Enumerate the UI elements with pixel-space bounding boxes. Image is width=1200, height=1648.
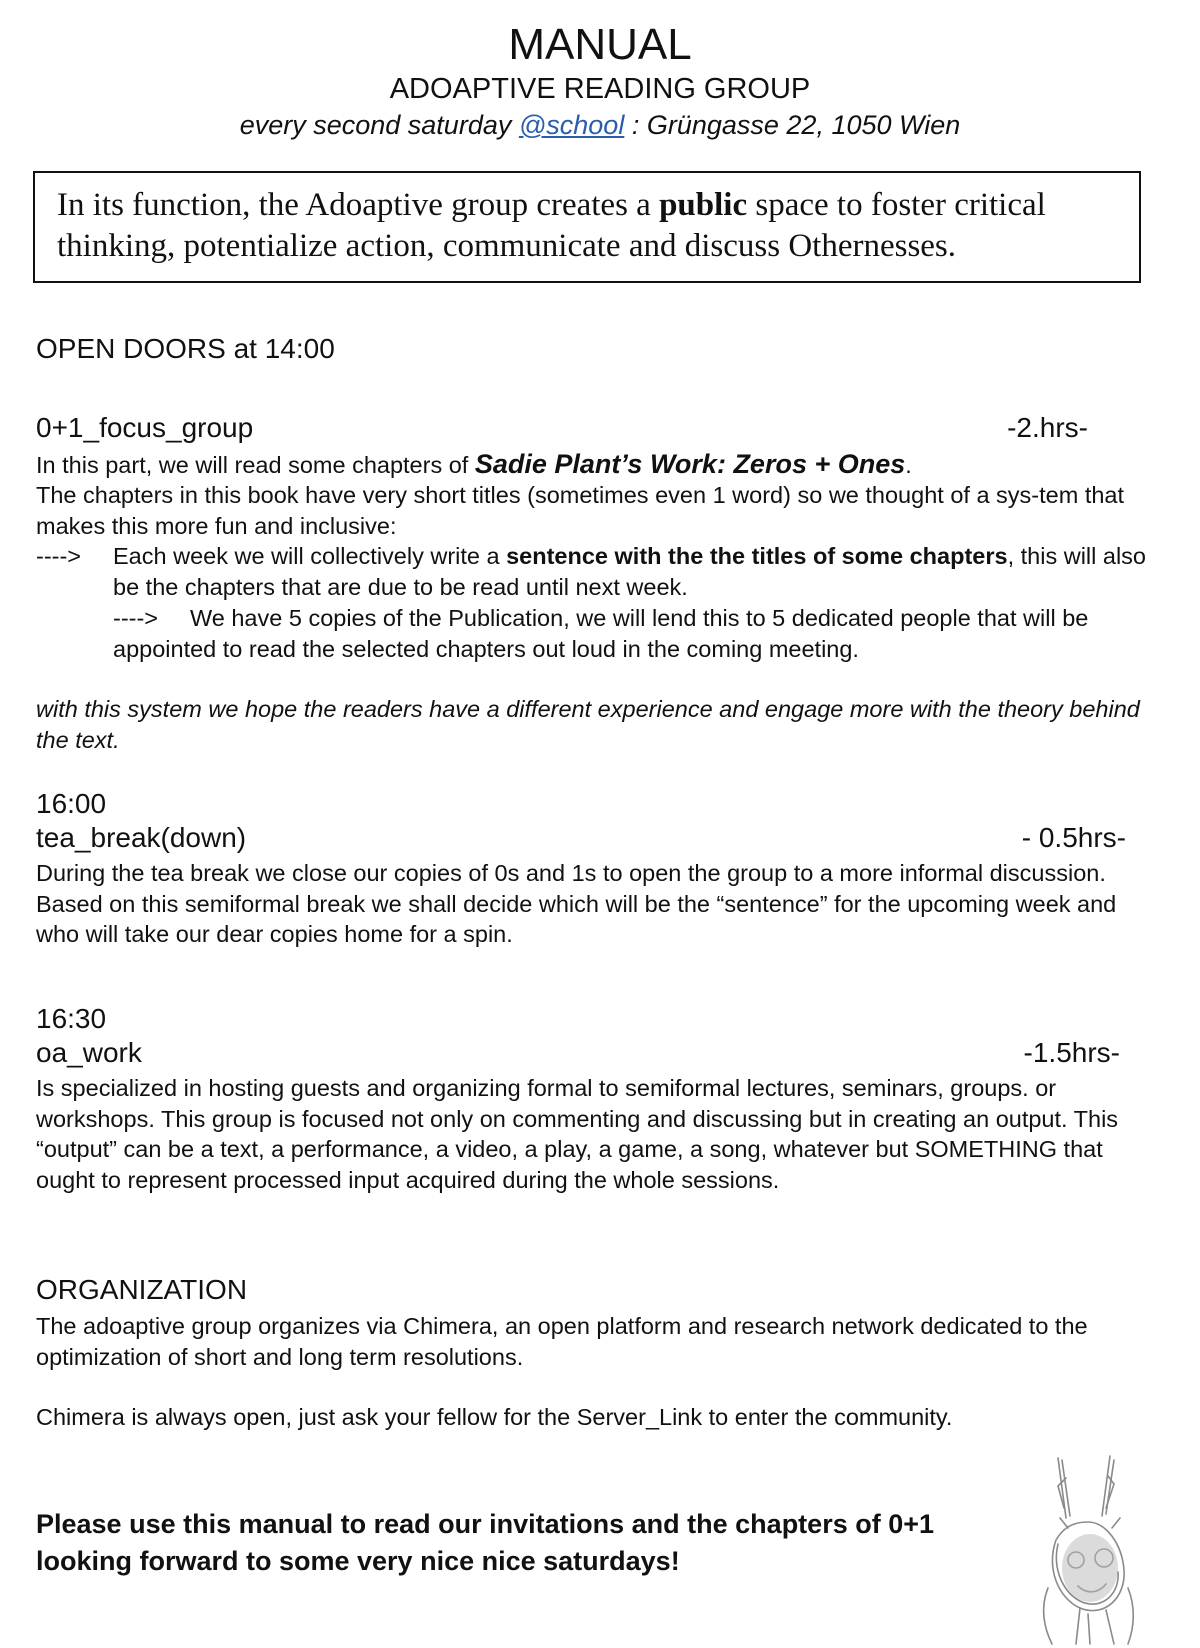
focus-group-heading xyxy=(36,411,1126,445)
schedule-line xyxy=(0,108,1200,142)
oa-work-time: 16:30 xyxy=(36,1003,107,1034)
closing-line-2: looking forward to some very nice nice saturdays! xyxy=(36,1546,680,1576)
focus-group-duration: -2.hrs- xyxy=(1007,412,1088,443)
mission-box xyxy=(33,171,1141,283)
focus-group-intro xyxy=(36,449,1146,481)
step1-bold: sentence with the the titles of some chapters xyxy=(506,543,1008,569)
focus-intro-before: In this part, we will read some chapters of xyxy=(36,452,475,478)
mission-text-before: In its function, the Adoaptive group creates a xyxy=(57,187,660,223)
mission-text-after: space to foster critical thinking, potentialize action, communicate and discuss Othernesses. xyxy=(57,187,1046,264)
focus-step-1 xyxy=(113,541,1146,602)
focus-note: with this system we hope the readers have a different experience and engage more with the theory behind the text. xyxy=(36,696,1140,753)
oa-work-name: oa_work xyxy=(36,1037,142,1068)
organization-heading: ORGANIZATION xyxy=(36,1274,248,1305)
schedule-prefix: every second saturday xyxy=(239,110,519,140)
step1-before: Each week we will collectively write a xyxy=(113,543,507,569)
mission-emphasis: public xyxy=(659,187,748,223)
step1-arrow: ----> xyxy=(36,543,82,569)
school-link[interactable]: @school xyxy=(518,110,625,140)
tea-break-heading xyxy=(36,821,1126,855)
tea-break-name: tea_break(down) xyxy=(36,822,247,853)
open-doors-heading: OPEN DOORS at 14:00 xyxy=(36,333,335,364)
tea-break-time: 16:00 xyxy=(36,788,107,819)
chimera-sketch-icon xyxy=(1018,1448,1168,1648)
step1-after: , this will also be the chapters that are due to be read until next week. xyxy=(113,543,1146,600)
oa-work-heading xyxy=(36,1036,1126,1070)
step2-arrow: ----> xyxy=(113,605,159,631)
tea-break-duration: - 0.5hrs- xyxy=(1021,822,1126,853)
page-subtitle: ADOAPTIVE READING GROUP xyxy=(389,73,811,105)
oa-work-text: Is specialized in hosting guests and organizing formal to semiformal lectures, seminars, groups. or workshops. This group is focused not only on commenting and discussing but in creating an output. This “output” can be a text, a performance, a video, a play, a game, a song, whatever but SOMETHING that ought to represent processed input acquired during the whole sessions. xyxy=(36,1075,1119,1193)
focus-system-line: The chapters in this book have very short titles (sometimes even 1 word) so we thought of a sys-tem that makes this more fun and inclusive: xyxy=(36,482,1125,539)
focus-group-name: 0+1_focus_group xyxy=(36,412,254,443)
closing-line-1: Please use this manual to read our invitations and the chapters of 0+1 xyxy=(36,1509,935,1539)
organization-text: The adoaptive group organizes via Chimera, an open platform and research network dedicated to the optimization of short and long term resolutions. xyxy=(36,1313,1088,1370)
tea-break-text: During the tea break we close our copies of 0s and 1s to open the group to a more informal discussion. Based on this semiformal break we shall decide which will be the “sentence” for the upcoming week and who will take our dear copies home for a spin. xyxy=(36,860,1117,947)
focus-step-2: We have 5 copies of the Publication, we will lend this to 5 dedicated people that will be appointed to read the selected chapters out loud in the coming meeting. xyxy=(113,605,1089,662)
schedule-suffix: : Grüngasse 22, 1050 Wien xyxy=(624,110,961,140)
oa-work-duration: -1.5hrs- xyxy=(1023,1037,1120,1068)
page-title: MANUAL xyxy=(508,20,692,69)
organization-invite: Chimera is always open, just ask your fellow for the Server_Link to enter the community. xyxy=(36,1404,953,1430)
focus-intro-after: . xyxy=(905,452,912,478)
book-title: Sadie Plant’s Work: Zeros + Ones xyxy=(474,449,906,479)
